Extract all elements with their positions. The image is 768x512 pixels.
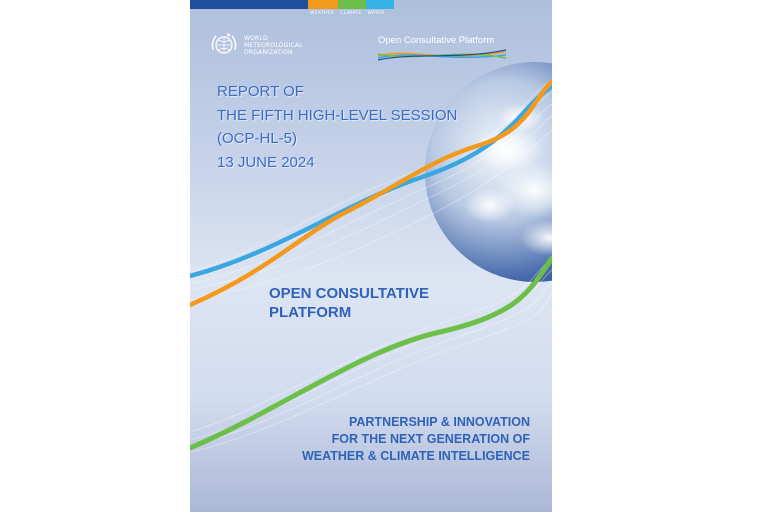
tagline-line-3: WEATHER & CLIMATE INTELLIGENCE	[302, 449, 530, 463]
wmo-line-1: WORLD	[244, 34, 268, 42]
tagline	[302, 414, 530, 465]
ocp-waves-icon	[378, 46, 508, 64]
wmo-line-3: ORGANIZATION	[244, 48, 293, 56]
platform-title	[269, 284, 429, 322]
ocp-logo-name: Open Consultative Platform	[378, 35, 495, 46]
tagline-line-1: PARTNERSHIP & INNOVATION	[348, 415, 530, 429]
tagline-line-2: FOR THE NEXT GENERATION OF	[331, 432, 530, 446]
wmo-logo	[209, 30, 303, 60]
platform-title-line-2: PLATFORM	[269, 304, 352, 321]
report-title-line-2: THE FIFTH HIGH-LEVEL SESSION	[217, 106, 458, 124]
report-title-line-1: REPORT OF	[217, 83, 304, 100]
report-date: 13 JUNE 2024	[217, 153, 315, 171]
tag-water: WATER	[367, 11, 385, 16]
tag-weather: WEATHER	[310, 11, 335, 16]
wmo-line-2: METEOROLOGICAL	[244, 41, 303, 49]
report-title-line-3: (OCP-HL-5)	[217, 130, 298, 147]
wmo-emblem-icon	[209, 30, 239, 60]
tag-climate: CLIMATE	[340, 11, 362, 16]
wmo-name	[244, 35, 303, 56]
platform-title-line-1: OPEN CONSULTATIVE	[269, 285, 430, 302]
report-title	[217, 80, 457, 174]
report-cover	[190, 0, 552, 512]
